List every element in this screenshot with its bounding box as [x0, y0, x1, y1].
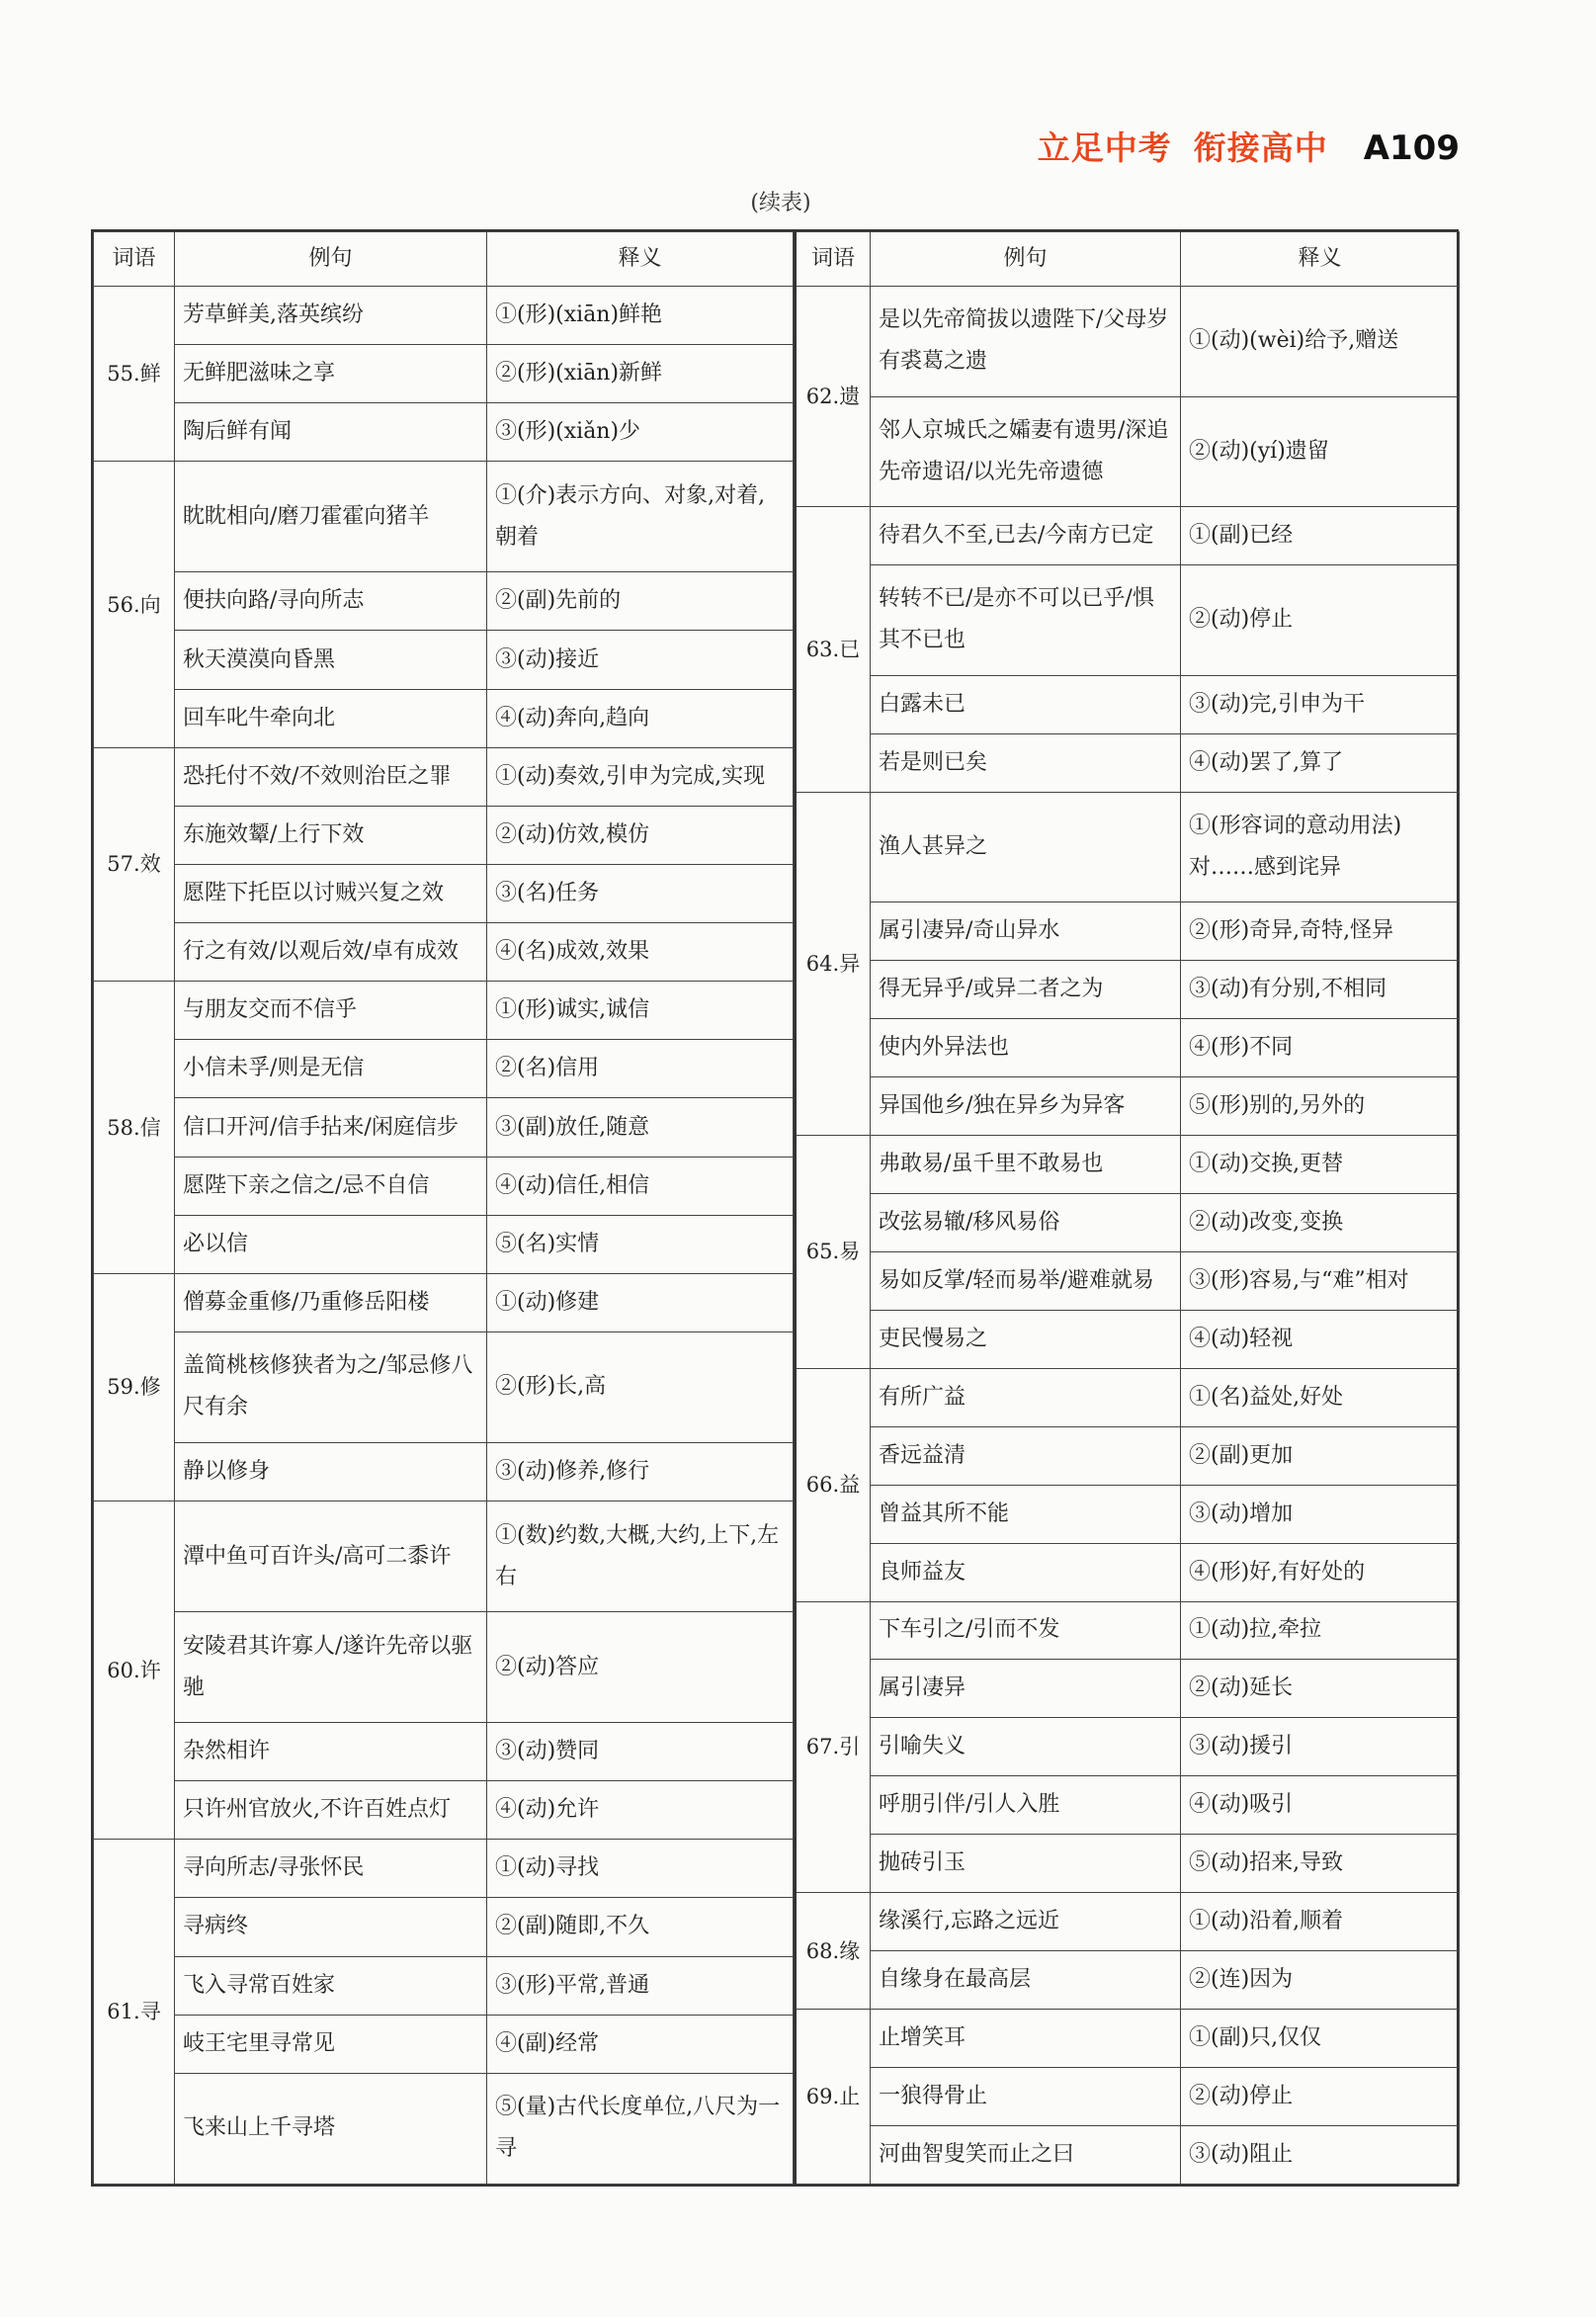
table-row: [94, 1331, 794, 1442]
word-cell: 58.信: [94, 982, 175, 1274]
definition-cell: ⑤(名)实情: [487, 1215, 794, 1273]
definition-cell: ②(形)(xiān)新鲜: [487, 345, 794, 403]
definition-cell: ④(动)信任,相信: [487, 1157, 794, 1215]
word-cell: 66.益: [796, 1368, 871, 1601]
definition-cell: ②(动)停止: [1181, 565, 1460, 676]
word-cell: 63.已: [796, 507, 871, 792]
example-cell: 渔人甚异之: [871, 792, 1181, 902]
definition-cell: ②(副)先前的: [487, 572, 794, 631]
slogan-a: 立足中考: [1037, 129, 1172, 167]
definition-cell: ①(名)益处,好处: [1181, 1368, 1460, 1426]
table-row: [94, 1898, 794, 1956]
example-cell: 得无异乎/或异二者之为: [871, 961, 1181, 1019]
definition-cell: ①(动)交换,更替: [1181, 1136, 1460, 1194]
definition-cell: ①(副)只,仅仅: [1181, 2010, 1460, 2068]
definition-cell: ②(动)改变,变换: [1181, 1193, 1460, 1251]
definition-cell: ④(动)轻视: [1181, 1310, 1460, 1368]
example-cell: 行之有效/以观后效/卓有成效: [175, 923, 487, 982]
definition-cell: ①(动)寻找: [487, 1840, 794, 1898]
table-row: [796, 1776, 1460, 1835]
example-cell: 止增笑耳: [871, 2010, 1181, 2068]
definition-cell: ②(形)奇异,奇特,怪异: [1181, 902, 1460, 961]
definition-cell: ②(副)更加: [1181, 1426, 1460, 1485]
table-row: [94, 1040, 794, 1098]
page-header: [1038, 123, 1460, 169]
definition-cell: ①(形)(xiān)鲜艳: [487, 287, 794, 345]
example-cell: 秋天漠漠向昏黑: [175, 631, 487, 689]
word-cell: 60.许: [94, 1502, 175, 1840]
definition-cell: ①(数)约数,大概,大约,上下,左右: [487, 1502, 794, 1612]
example-cell: 若是则已矣: [871, 733, 1181, 792]
example-cell: 引喻失义: [871, 1718, 1181, 1776]
table-row: [94, 806, 794, 864]
example-cell: 待君久不至,已去/今南方已定: [871, 507, 1181, 565]
column-header: 例句: [175, 232, 487, 287]
definition-cell: ①(动)奏效,引申为完成,实现: [487, 747, 794, 806]
table-row: [94, 982, 794, 1040]
example-cell: 只许州官放火,不许百姓点灯: [175, 1781, 487, 1840]
definition-cell: ③(形)容易,与“难”相对: [1181, 1251, 1460, 1310]
definition-cell: ①(副)已经: [1181, 507, 1460, 565]
table-caption: (续表): [750, 191, 811, 215]
word-cell: 59.修: [94, 1273, 175, 1501]
example-cell: 香远益清: [871, 1426, 1181, 1485]
right-header-row: [796, 232, 1460, 287]
table-row: [796, 1485, 1460, 1543]
page-number: A109: [1363, 129, 1460, 168]
table-row: [796, 1136, 1460, 1194]
table-row: [796, 1718, 1460, 1776]
definition-cell: ③(动)修养,修行: [487, 1442, 794, 1501]
table-row: [796, 1193, 1460, 1251]
example-cell: 转转不已/是亦不可以已乎/惧其不已也: [871, 565, 1181, 676]
column-header: 释义: [1181, 232, 1460, 287]
table-row: [796, 2068, 1460, 2126]
table-row: [796, 1660, 1460, 1718]
example-cell: 寻病终: [175, 1898, 487, 1956]
slogan-b: 衔接高中: [1193, 129, 1328, 167]
definition-cell: ①(形)诚实,诚信: [487, 982, 794, 1040]
table-row: [94, 572, 794, 631]
example-cell: 东施效颦/上行下效: [175, 806, 487, 864]
table-row: [796, 792, 1460, 902]
word-cell: 57.效: [94, 747, 175, 982]
table-row: [94, 1502, 794, 1612]
word-cell: 67.引: [796, 1601, 871, 1893]
example-cell: 便扶向路/寻向所志: [175, 572, 487, 631]
definition-cell: ③(动)接近: [487, 631, 794, 689]
definition-cell: ③(副)放任,随意: [487, 1098, 794, 1157]
definition-cell: ②(副)随即,不久: [487, 1898, 794, 1956]
definition-cell: ②(动)停止: [1181, 2068, 1460, 2126]
example-cell: 愿陛下亲之信之/忌不自信: [175, 1157, 487, 1215]
definition-cell: ③(动)援引: [1181, 1718, 1460, 1776]
example-cell: 抛砖引玉: [871, 1835, 1181, 1893]
table-row: [94, 864, 794, 922]
definition-cell: ④(动)吸引: [1181, 1776, 1460, 1835]
table-row: [796, 961, 1460, 1019]
table-row: [94, 2015, 794, 2073]
definition-cell: ②(形)长,高: [487, 1331, 794, 1442]
example-cell: 安陵君其许寡人/遂许先帝以驱驰: [175, 1612, 487, 1723]
table-row: [796, 1310, 1460, 1368]
word-cell: 61.寻: [94, 1840, 175, 2185]
table-row: [796, 902, 1460, 961]
table-row: [796, 1601, 1460, 1660]
table-row: [94, 747, 794, 806]
table-row: [796, 1426, 1460, 1485]
definition-cell: ③(动)增加: [1181, 1485, 1460, 1543]
table-row: [94, 689, 794, 747]
table-row: [94, 462, 794, 572]
table-row: [796, 1368, 1460, 1426]
definition-cell: ①(动)修建: [487, 1273, 794, 1331]
table-row: [94, 1956, 794, 2015]
example-cell: 弗敢易/虽千里不敢易也: [871, 1136, 1181, 1194]
column-header: 词语: [796, 232, 871, 287]
word-cell: 64.异: [796, 792, 871, 1135]
example-cell: 是以先帝简拔以遗陛下/父母岁有裘葛之遗: [871, 287, 1181, 397]
example-cell: 小信未孚/则是无信: [175, 1040, 487, 1098]
definition-cell: ④(动)允许: [487, 1781, 794, 1840]
table-row: [796, 1835, 1460, 1893]
example-cell: 寻向所志/寻张怀民: [175, 1840, 487, 1898]
definition-cell: ②(动)延长: [1181, 1660, 1460, 1718]
definition-cell: ③(动)完,引申为干: [1181, 675, 1460, 733]
example-cell: 属引凄异: [871, 1660, 1181, 1718]
definition-cell: ②(动)答应: [487, 1612, 794, 1723]
left-table: [93, 231, 794, 2185]
example-cell: 杂然相许: [175, 1723, 487, 1781]
definition-cell: ④(副)经常: [487, 2015, 794, 2073]
table-row: [796, 1893, 1460, 1951]
table-row: [796, 1251, 1460, 1310]
example-cell: 飞来山上千寻塔: [175, 2073, 487, 2184]
definition-cell: ③(名)任务: [487, 864, 794, 922]
example-cell: 眈眈相向/磨刀霍霍向猪羊: [175, 462, 487, 572]
example-cell: 河曲智叟笑而止之曰: [871, 2125, 1181, 2184]
table-row: [94, 403, 794, 462]
vocabulary-table: [91, 229, 1459, 2187]
table-row: [796, 2010, 1460, 2068]
table-row: [796, 1077, 1460, 1136]
definition-cell: ②(名)信用: [487, 1040, 794, 1098]
table-row: [94, 1273, 794, 1331]
table-row: [94, 1612, 794, 1723]
word-cell: 65.易: [796, 1136, 871, 1369]
example-cell: 易如反掌/轻而易举/避难就易: [871, 1251, 1181, 1310]
table-row: [796, 1543, 1460, 1601]
definition-cell: ①(动)(wèi)给予,赠送: [1181, 287, 1460, 397]
example-cell: 无鲜肥滋味之享: [175, 345, 487, 403]
definition-cell: ③(动)阻止: [1181, 2125, 1460, 2184]
definition-cell: ④(名)成效,效果: [487, 923, 794, 982]
example-cell: 吏民慢易之: [871, 1310, 1181, 1368]
word-cell: 69.止: [796, 2010, 871, 2185]
example-cell: 缘溪行,忘路之远近: [871, 1893, 1181, 1951]
definition-cell: ③(形)(xiǎn)少: [487, 403, 794, 462]
definition-cell: ④(动)罢了,算了: [1181, 733, 1460, 792]
word-cell: 56.向: [94, 462, 175, 747]
definition-cell: ③(动)赞同: [487, 1723, 794, 1781]
example-cell: 静以修身: [175, 1442, 487, 1501]
example-cell: 芳草鲜美,落英缤纷: [175, 287, 487, 345]
table-row: [796, 287, 1460, 397]
table-row: [94, 1781, 794, 1840]
table-row: [796, 396, 1460, 507]
definition-cell: ①(介)表示方向、对象,对着,朝着: [487, 462, 794, 572]
table-row: [94, 1157, 794, 1215]
example-cell: 使内外异法也: [871, 1019, 1181, 1077]
example-cell: 与朋友交而不信乎: [175, 982, 487, 1040]
table-row: [94, 631, 794, 689]
example-cell: 改弦易辙/移风易俗: [871, 1193, 1181, 1251]
definition-cell: ②(动)仿效,模仿: [487, 806, 794, 864]
definition-cell: ⑤(量)古代长度单位,八尺为一寻: [487, 2073, 794, 2184]
word-cell: 68.缘: [796, 1893, 871, 2010]
table-row: [94, 1215, 794, 1273]
example-cell: 回车叱牛牵向北: [175, 689, 487, 747]
example-cell: 陶后鲜有闻: [175, 403, 487, 462]
example-cell: 盖简桃核修狭者为之/邹忌修八尺有余: [175, 1331, 487, 1442]
example-cell: 曾益其所不能: [871, 1485, 1181, 1543]
definition-cell: ②(动)(yí)遗留: [1181, 396, 1460, 507]
table-row: [796, 565, 1460, 676]
definition-cell: ②(连)因为: [1181, 1951, 1460, 2010]
table-row: [796, 733, 1460, 792]
example-cell: 自缘身在最高层: [871, 1951, 1181, 2010]
definition-cell: ⑤(形)别的,另外的: [1181, 1077, 1460, 1136]
table-row: [796, 1019, 1460, 1077]
definition-cell: ④(动)奔向,趋向: [487, 689, 794, 747]
table-row: [94, 1098, 794, 1157]
example-cell: 恐托付不效/不效则治臣之罪: [175, 747, 487, 806]
definition-cell: ①(动)拉,牵拉: [1181, 1601, 1460, 1660]
example-cell: 邻人京城氏之孀妻有遗男/深追先帝遗诏/以光先帝遗德: [871, 396, 1181, 507]
table-row: [796, 507, 1460, 565]
definition-cell: ①(形容词的意动用法)对……感到诧异: [1181, 792, 1460, 902]
definition-cell: ⑤(动)招来,导致: [1181, 1835, 1460, 1893]
column-header: 例句: [871, 232, 1181, 287]
table-row: [94, 1840, 794, 1898]
example-cell: 信口开河/信手拈来/闲庭信步: [175, 1098, 487, 1157]
example-cell: 必以信: [175, 1215, 487, 1273]
definition-cell: ③(动)有分别,不相同: [1181, 961, 1460, 1019]
example-cell: 潭中鱼可百许头/高可二黍许: [175, 1502, 487, 1612]
word-cell: 55.鲜: [94, 287, 175, 462]
example-cell: 岐王宅里寻常见: [175, 2015, 487, 2073]
table-row: [94, 345, 794, 403]
definition-cell: ④(形)好,有好处的: [1181, 1543, 1460, 1601]
example-cell: 白露未已: [871, 675, 1181, 733]
definition-cell: ①(动)沿着,顺着: [1181, 1893, 1460, 1951]
right-table: [794, 231, 1460, 2185]
table-row: [94, 1723, 794, 1781]
table-row: [94, 287, 794, 345]
example-cell: 飞入寻常百姓家: [175, 1956, 487, 2015]
column-header: 释义: [487, 232, 794, 287]
word-cell: 62.遗: [796, 287, 871, 507]
column-header: 词语: [94, 232, 175, 287]
example-cell: 属引凄异/奇山异水: [871, 902, 1181, 961]
example-cell: 良师益友: [871, 1543, 1181, 1601]
left-header-row: [94, 232, 794, 287]
table-row: [94, 1442, 794, 1501]
example-cell: 一狼得骨止: [871, 2068, 1181, 2126]
table-row: [796, 2125, 1460, 2184]
table-row: [94, 2073, 794, 2184]
example-cell: 异国他乡/独在异乡为异客: [871, 1077, 1181, 1136]
definition-cell: ③(形)平常,普通: [487, 1956, 794, 2015]
example-cell: 有所广益: [871, 1368, 1181, 1426]
table-row: [796, 1951, 1460, 2010]
example-cell: 呼朋引伴/引人入胜: [871, 1776, 1181, 1835]
table-row: [796, 675, 1460, 733]
example-cell: 愿陛下托臣以讨贼兴复之效: [175, 864, 487, 922]
definition-cell: ④(形)不同: [1181, 1019, 1460, 1077]
example-cell: 下车引之/引而不发: [871, 1601, 1181, 1660]
table-row: [94, 923, 794, 982]
example-cell: 僧募金重修/乃重修岳阳楼: [175, 1273, 487, 1331]
